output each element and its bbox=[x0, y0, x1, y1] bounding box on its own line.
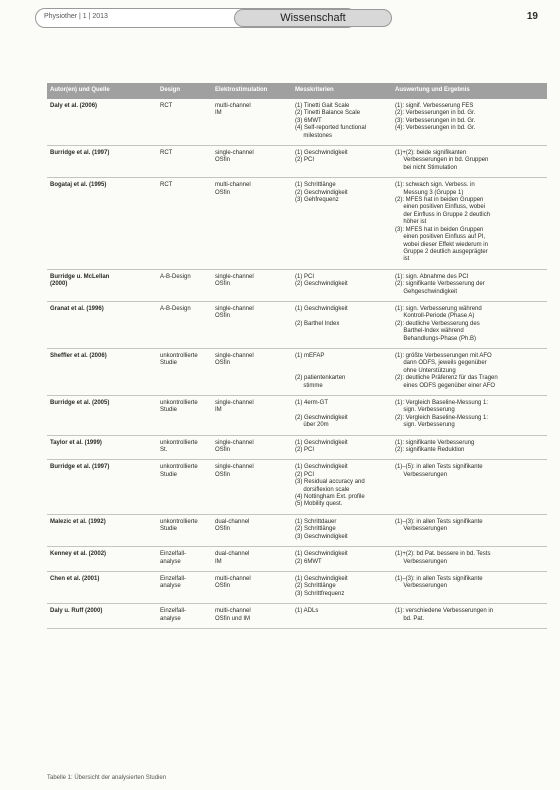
table-cell-study: Burridge et al. (2005) bbox=[47, 396, 157, 436]
table-cell-stim: multi-channel IM bbox=[212, 99, 292, 146]
table-cell-design: RCT bbox=[157, 146, 212, 178]
table-cell-measures: (1) 4erm-GT (2) Geschwindigkeit über 20m bbox=[292, 396, 392, 436]
table-cell-design: Einzelfall- analyse bbox=[157, 604, 212, 629]
table-caption: Tabelle 1: Übersicht der analysierten Studien bbox=[47, 775, 167, 781]
table-cell-results: (1): signif. Verbesserung FES (2): Verbesserungen in bd. Gr. (3): Verbesserungen in bd. Gr. (4): Verbesserungen in bd. Gr. bbox=[392, 99, 547, 146]
table-cell-measures: (1) Schrittdauer (2) Schrittlänge (3) Geschwindigkeit bbox=[292, 514, 392, 546]
column-header: Autor(en) und Quelle bbox=[47, 83, 157, 99]
table-row bbox=[47, 99, 547, 146]
column-header: Messkriterien bbox=[292, 83, 392, 99]
table-cell-measures: (1) PCI (2) Geschwindigkeit bbox=[292, 269, 392, 301]
table-cell-results: (1): größte Verbesserungen mit AFO dann ODFS, jeweils gegenüber ohne Unterstützung (2): deutliche Präferenz für das Tragen eines ODFS gegenüber einer AFO bbox=[392, 348, 547, 395]
table-cell-results: (1)–(5): in allen Tests signifikante Verbesserungen bbox=[392, 460, 547, 514]
table-cell-study: Burridge et al. (1997) bbox=[47, 460, 157, 514]
table-cell-design: unkontrollierte Studie bbox=[157, 460, 212, 514]
table-cell-design: RCT bbox=[157, 178, 212, 269]
table-cell-study: Kenney et al. (2002) bbox=[47, 547, 157, 572]
table-cell-measures: (1) Geschwindigkeit (2) 6MWT bbox=[292, 547, 392, 572]
studies-table bbox=[47, 83, 547, 629]
table-cell-study: Granat et al. (1996) bbox=[47, 301, 157, 348]
table-row bbox=[47, 460, 547, 514]
journal-issue: Physiother | 1 | 2013 bbox=[44, 13, 108, 20]
table-cell-design: unkontrollierte Studie bbox=[157, 396, 212, 436]
table-cell-design: Einzelfall- analyse bbox=[157, 547, 212, 572]
table-cell-measures: (1) Geschwindigkeit (2) PCI bbox=[292, 146, 392, 178]
table-cell-measures: (1) Geschwindigkeit (2) Barthel Index bbox=[292, 301, 392, 348]
column-header: Auswertung und Ergebnis bbox=[392, 83, 547, 99]
table-cell-stim: dual-channel IM bbox=[212, 547, 292, 572]
table-cell-stim: single-channel OSfin bbox=[212, 348, 292, 395]
table-cell-design: unkontrollierte Studie bbox=[157, 514, 212, 546]
table-cell-study: Burridge et al. (1997) bbox=[47, 146, 157, 178]
header-pill bbox=[35, 8, 357, 28]
table-cell-study: Daly u. Ruff (2000) bbox=[47, 604, 157, 629]
table-cell-stim: single-channel OSfin bbox=[212, 301, 292, 348]
table-cell-measures: (1) mEFAP (2) patientenkarten stimme bbox=[292, 348, 392, 395]
table-row bbox=[47, 435, 547, 460]
column-header: Elektrostimulation bbox=[212, 83, 292, 99]
table-cell-results: (1): verschiedene Verbesserungen in bd. Pat. bbox=[392, 604, 547, 629]
table-row bbox=[47, 604, 547, 629]
table-cell-results: (1): schwach sign. Verbess. in Messung 3 (Gruppe 1) (2): MFES hat in beiden Gruppen einen positiven Einfluss, wobei der Einfluss in Gruppe 2 deutlich höher ist (3): MFES hat in beiden Gruppen einen positiven Einfluss auf PI, wobei dieser Effekt wiederum in Gruppe 2 deutlich ausgeprägter ist bbox=[392, 178, 547, 269]
table-cell-results: (1)+(2): bd Pat. bessere in bd. Tests Verbesserungen bbox=[392, 547, 547, 572]
table-row bbox=[47, 178, 547, 269]
table-cell-design: RCT bbox=[157, 99, 212, 146]
table-cell-results: (1): Vergleich Baseline-Messung 1: sign. Verbesserung (2): Vergleich Baseline-Messung 1: sign. Verbesserung bbox=[392, 396, 547, 436]
table-row bbox=[47, 348, 547, 395]
table-cell-stim: dual-channel OSfin bbox=[212, 514, 292, 546]
table-cell-measures: (1) Geschwindigkeit (2) PCI bbox=[292, 435, 392, 460]
table-row bbox=[47, 547, 547, 572]
column-header: Design bbox=[157, 83, 212, 99]
table-cell-study: Burridge u. McLellan (2000) bbox=[47, 269, 157, 301]
table-cell-results: (1): sign. Abnahme des PCI (2): signifikante Verbesserung der Gehgeschwindigkeit bbox=[392, 269, 547, 301]
table-row bbox=[47, 571, 547, 603]
table-cell-stim: multi-channel OSfin und IM bbox=[212, 604, 292, 629]
table-row bbox=[47, 396, 547, 436]
table-cell-stim: single-channel OSfin bbox=[212, 435, 292, 460]
table-body bbox=[47, 99, 547, 628]
table-cell-study: Chen et al. (2001) bbox=[47, 571, 157, 603]
table-row bbox=[47, 269, 547, 301]
table-cell-results: (1): sign. Verbesserung während Kontroll-Periode (Phase A) (2): deutliche Verbesserung des Barthel-Index während Behandlungs-Phase (Ph.B) bbox=[392, 301, 547, 348]
table-cell-measures: (1) Geschwindigkeit (2) PCI (3) Residual accuracy and dorsiflexion scale (4) Nottingham Ext. profile (5) Mobility quest. bbox=[292, 460, 392, 514]
table-cell-stim: multi-channel OSfin bbox=[212, 571, 292, 603]
table-cell-stim: single-channel IM bbox=[212, 396, 292, 436]
table-row bbox=[47, 514, 547, 546]
page-number: 19 bbox=[526, 11, 538, 22]
table-cell-results: (1)–(3): in allen Tests signifikante Verbesserungen bbox=[392, 514, 547, 546]
table-cell-study: Bogataj et al. (1995) bbox=[47, 178, 157, 269]
table-cell-design: Einzelfall- analyse bbox=[157, 571, 212, 603]
table-cell-results: (1)–(3): in allen Tests signifikante Verbesserungen bbox=[392, 571, 547, 603]
table-cell-study: Sheffler et al. (2006) bbox=[47, 348, 157, 395]
table-row bbox=[47, 146, 547, 178]
table-cell-measures: (1) Geschwindigkeit (2) Schrittlänge (3) Schrittfrequenz bbox=[292, 571, 392, 603]
table-cell-stim: single-channel OSfin bbox=[212, 460, 292, 514]
table-cell-results: (1)+(2): beide signifikanten Verbesserungen in bd. Gruppen bei nicht Stimulation bbox=[392, 146, 547, 178]
table-cell-results: (1): signifikante Verbesserung (2): signifikante Reduktion bbox=[392, 435, 547, 460]
table-cell-stim: multi-channel OSfin bbox=[212, 178, 292, 269]
table-cell-design: A-B-Design bbox=[157, 301, 212, 348]
table-cell-measures: (1) Schrittlänge (2) Geschwindigkeit (3) Gehfrequenz bbox=[292, 178, 392, 269]
table-cell-design: unkontrollierte Studie bbox=[157, 348, 212, 395]
table-cell-design: A-B-Design bbox=[157, 269, 212, 301]
page-header bbox=[35, 8, 548, 28]
table-cell-stim: single-channel OSfin bbox=[212, 269, 292, 301]
table-cell-study: Malezic et al. (1992) bbox=[47, 514, 157, 546]
table-row bbox=[47, 301, 547, 348]
table-cell-design: unkontrollierte St. bbox=[157, 435, 212, 460]
table-cell-study: Taylor et al. (1999) bbox=[47, 435, 157, 460]
section-title: Wissenschaft bbox=[234, 9, 392, 27]
table-header-row bbox=[47, 83, 547, 99]
table-cell-measures: (1) ADLs bbox=[292, 604, 392, 629]
table-cell-stim: single-channel OSfin bbox=[212, 146, 292, 178]
table-cell-study: Daly et al. (2006) bbox=[47, 99, 157, 146]
table-cell-measures: (1) Tinetti Gait Scale (2) Tinetti Balance Scale (3) 6MWT (4) Self-reported functional milestones bbox=[292, 99, 392, 146]
